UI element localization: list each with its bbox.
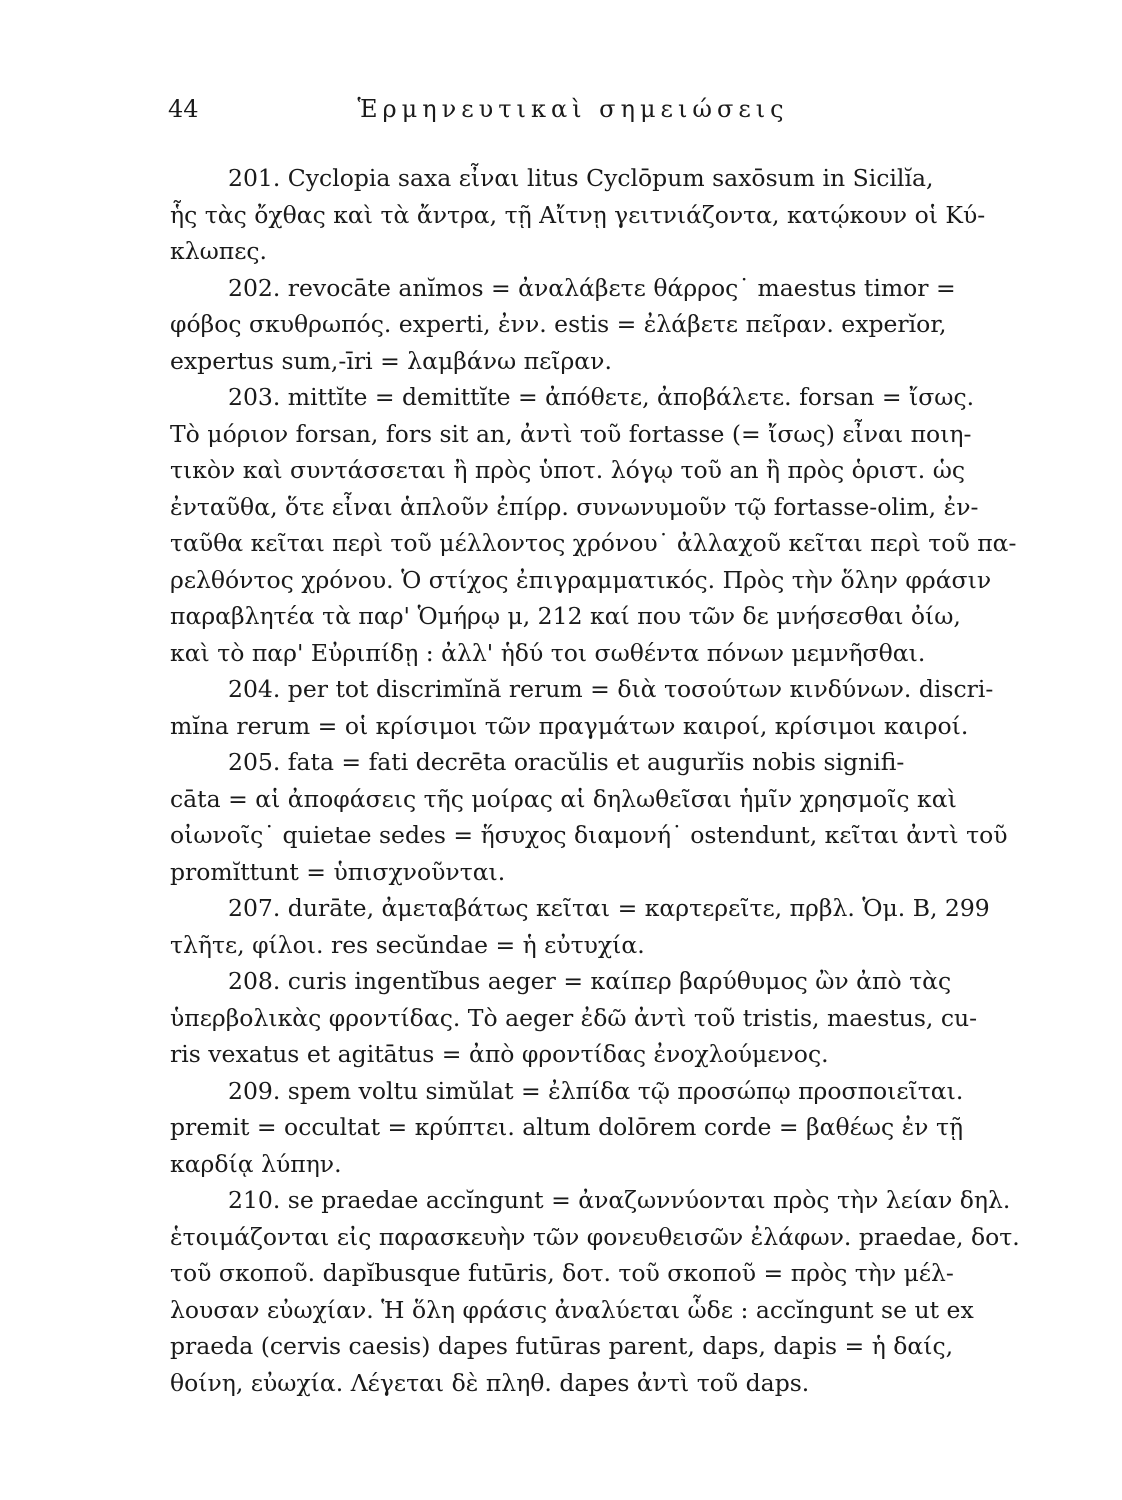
running-title: Ἑρμηνευτικαὶ σημειώσεις [357,95,789,123]
page-number: 44 [168,95,199,123]
text-line: οἰωνοῖς˙ quietae sedes = ἥσυχος διαμονή˙ ostendunt, κεῖται ἀντὶ τοῦ [170,821,1008,849]
text-line: ἑτοιμάζονται εἰς παρασκευὴν τῶν φονευθεισῶν ἐλάφων. praedae, δοτ. [170,1222,1020,1251]
text-line: premit = occultat = κρύπτει. altum dolōrem corde = βαθέως ἐν τῇ [170,1113,964,1141]
text-line: ὑπερβολικὰς φροντίδας. Τὸ aeger ἐδῶ ἀντὶ τοῦ tristis, maestus, cu- [170,1003,978,1032]
text-line: τλῆτε, φίλοι. res secŭndae = ἡ εὐτυχία. [170,930,645,959]
text-line: ρελθόντος χρόνου. Ὁ στίχος ἐπιγραμματικός. Πρὸς τὴν ὅλην φράσιν [170,565,992,594]
text-line: καὶ τὸ παρ' Εὐριπίδῃ : ἀλλ' ἡδύ τοι σωθέντα πόνων μεμνῆσθαι. [170,638,926,667]
text-line: θοίνη, εὐωχία. Λέγεται δὲ πληθ. dapes ἀντὶ τοῦ daps. [170,1368,810,1397]
text-line: παραβλητέα τὰ παρ' Ὁμήρῳ μ, 212 καί που τῶν δε μνήσεσθαι ὀίω, [170,602,961,630]
text-line: καρδίᾳ λύπην. [170,1149,342,1178]
text-line: mĭna rerum = οἱ κρίσιμοι τῶν πραγμάτων καιροί, κρίσιμοι καιροί. [170,711,969,740]
text-line: Τὸ μόριον forsan, fors sit an, ἀντὶ τοῦ fortasse (= ἴσως) εἶναι ποιη- [170,419,972,448]
text-line: cāta = αἱ ἀποφάσεις τῆς μοίρας αἱ δηλωθεῖσαι ἡμῖν χρησμοῖς καὶ [170,784,957,813]
text-line: λουσαν εὐωχίαν. Ἡ ὅλη φράσις ἀναλύεται ὧδε : accĭngunt se ut ex [170,1295,974,1324]
text-line: 205. fata = fati decrēta oracŭlis et augurĭis nobis signifi- [228,748,905,776]
text-line: 209. spem voltu simŭlat = ἐλπίδα τῷ προσώπῳ προσποιεῖται. [228,1076,964,1105]
text-line: ταῦθα κεῖται περὶ τοῦ μέλλοντος χρόνου˙ ἀλλαχοῦ κεῖται περὶ τοῦ πα- [170,529,1017,557]
text-line: 210. se praedae accĭngunt = ἀναζωννύονται πρὸς τὴν λείαν δηλ. [228,1186,1011,1214]
text-line: 204. per tot discrimĭnă rerum = διὰ τοσούτων κινδύνων. discri- [228,675,994,703]
text-line: φόβος σκυθρωπός. experti, ἐνν. estis = ἐλάβετε πεῖραν. experĭor, [170,310,947,338]
page-header [168,95,938,129]
commentary-body [170,160,1070,1401]
text-line: 202. revocāte anĭmos = ἀναλάβετε θάρρος˙ maestus timor = [228,273,956,302]
text-line: 201. Cyclopia saxa εἶναι litus Cyclōpum saxōsum in Sicilĭa, [228,164,934,192]
text-line: ris vexatus et agitātus = ἀπὸ φροντίδας ἐνοχλούμενος. [170,1040,829,1068]
text-line: τικὸν καὶ συντάσσεται ἢ πρὸς ὑποτ. λόγῳ τοῦ an ἢ πρὸς ὁριστ. ὡς [170,456,966,484]
text-line: 203. mittĭte = demittĭte = ἀπόθετε, ἀποβάλετε. forsan = ἴσως. [228,383,975,411]
text-line: 207. durāte, ἀμεταβάτως κεῖται = καρτερεῖτε, πρβλ. Ὁμ. Β, 299 [228,894,990,922]
text-line: κλωπες. [170,237,267,265]
text-line: expertus sum,-īri = λαμβάνω πεῖραν. [170,346,612,375]
text-line: ἧς τὰς ὄχθας καὶ τὰ ἄντρα, τῇ Αἴτνῃ γειτνιάζοντα, κατῴκουν οἱ Κύ- [170,200,986,229]
text-line: ἐνταῦθα, ὅτε εἶναι ἁπλοῦν ἐπίρρ. συνωνυμοῦν τῷ fortasse-olim, ἐν- [170,492,979,521]
text-line: τοῦ σκοποῦ. dapĭbusque futūris, δοτ. τοῦ σκοποῦ = πρὸς τὴν μέλ- [170,1259,954,1287]
text-line: 208. curis ingentĭbus aeger = καίπερ βαρύθυμος ὢν ἀπὸ τὰς [228,967,952,995]
text-line: promĭttunt = ὑπισχνοῦνται. [170,857,506,886]
text-line: praeda (cervis caesis) dapes futūras parent, daps, dapis = ἡ δαίς, [170,1332,954,1360]
